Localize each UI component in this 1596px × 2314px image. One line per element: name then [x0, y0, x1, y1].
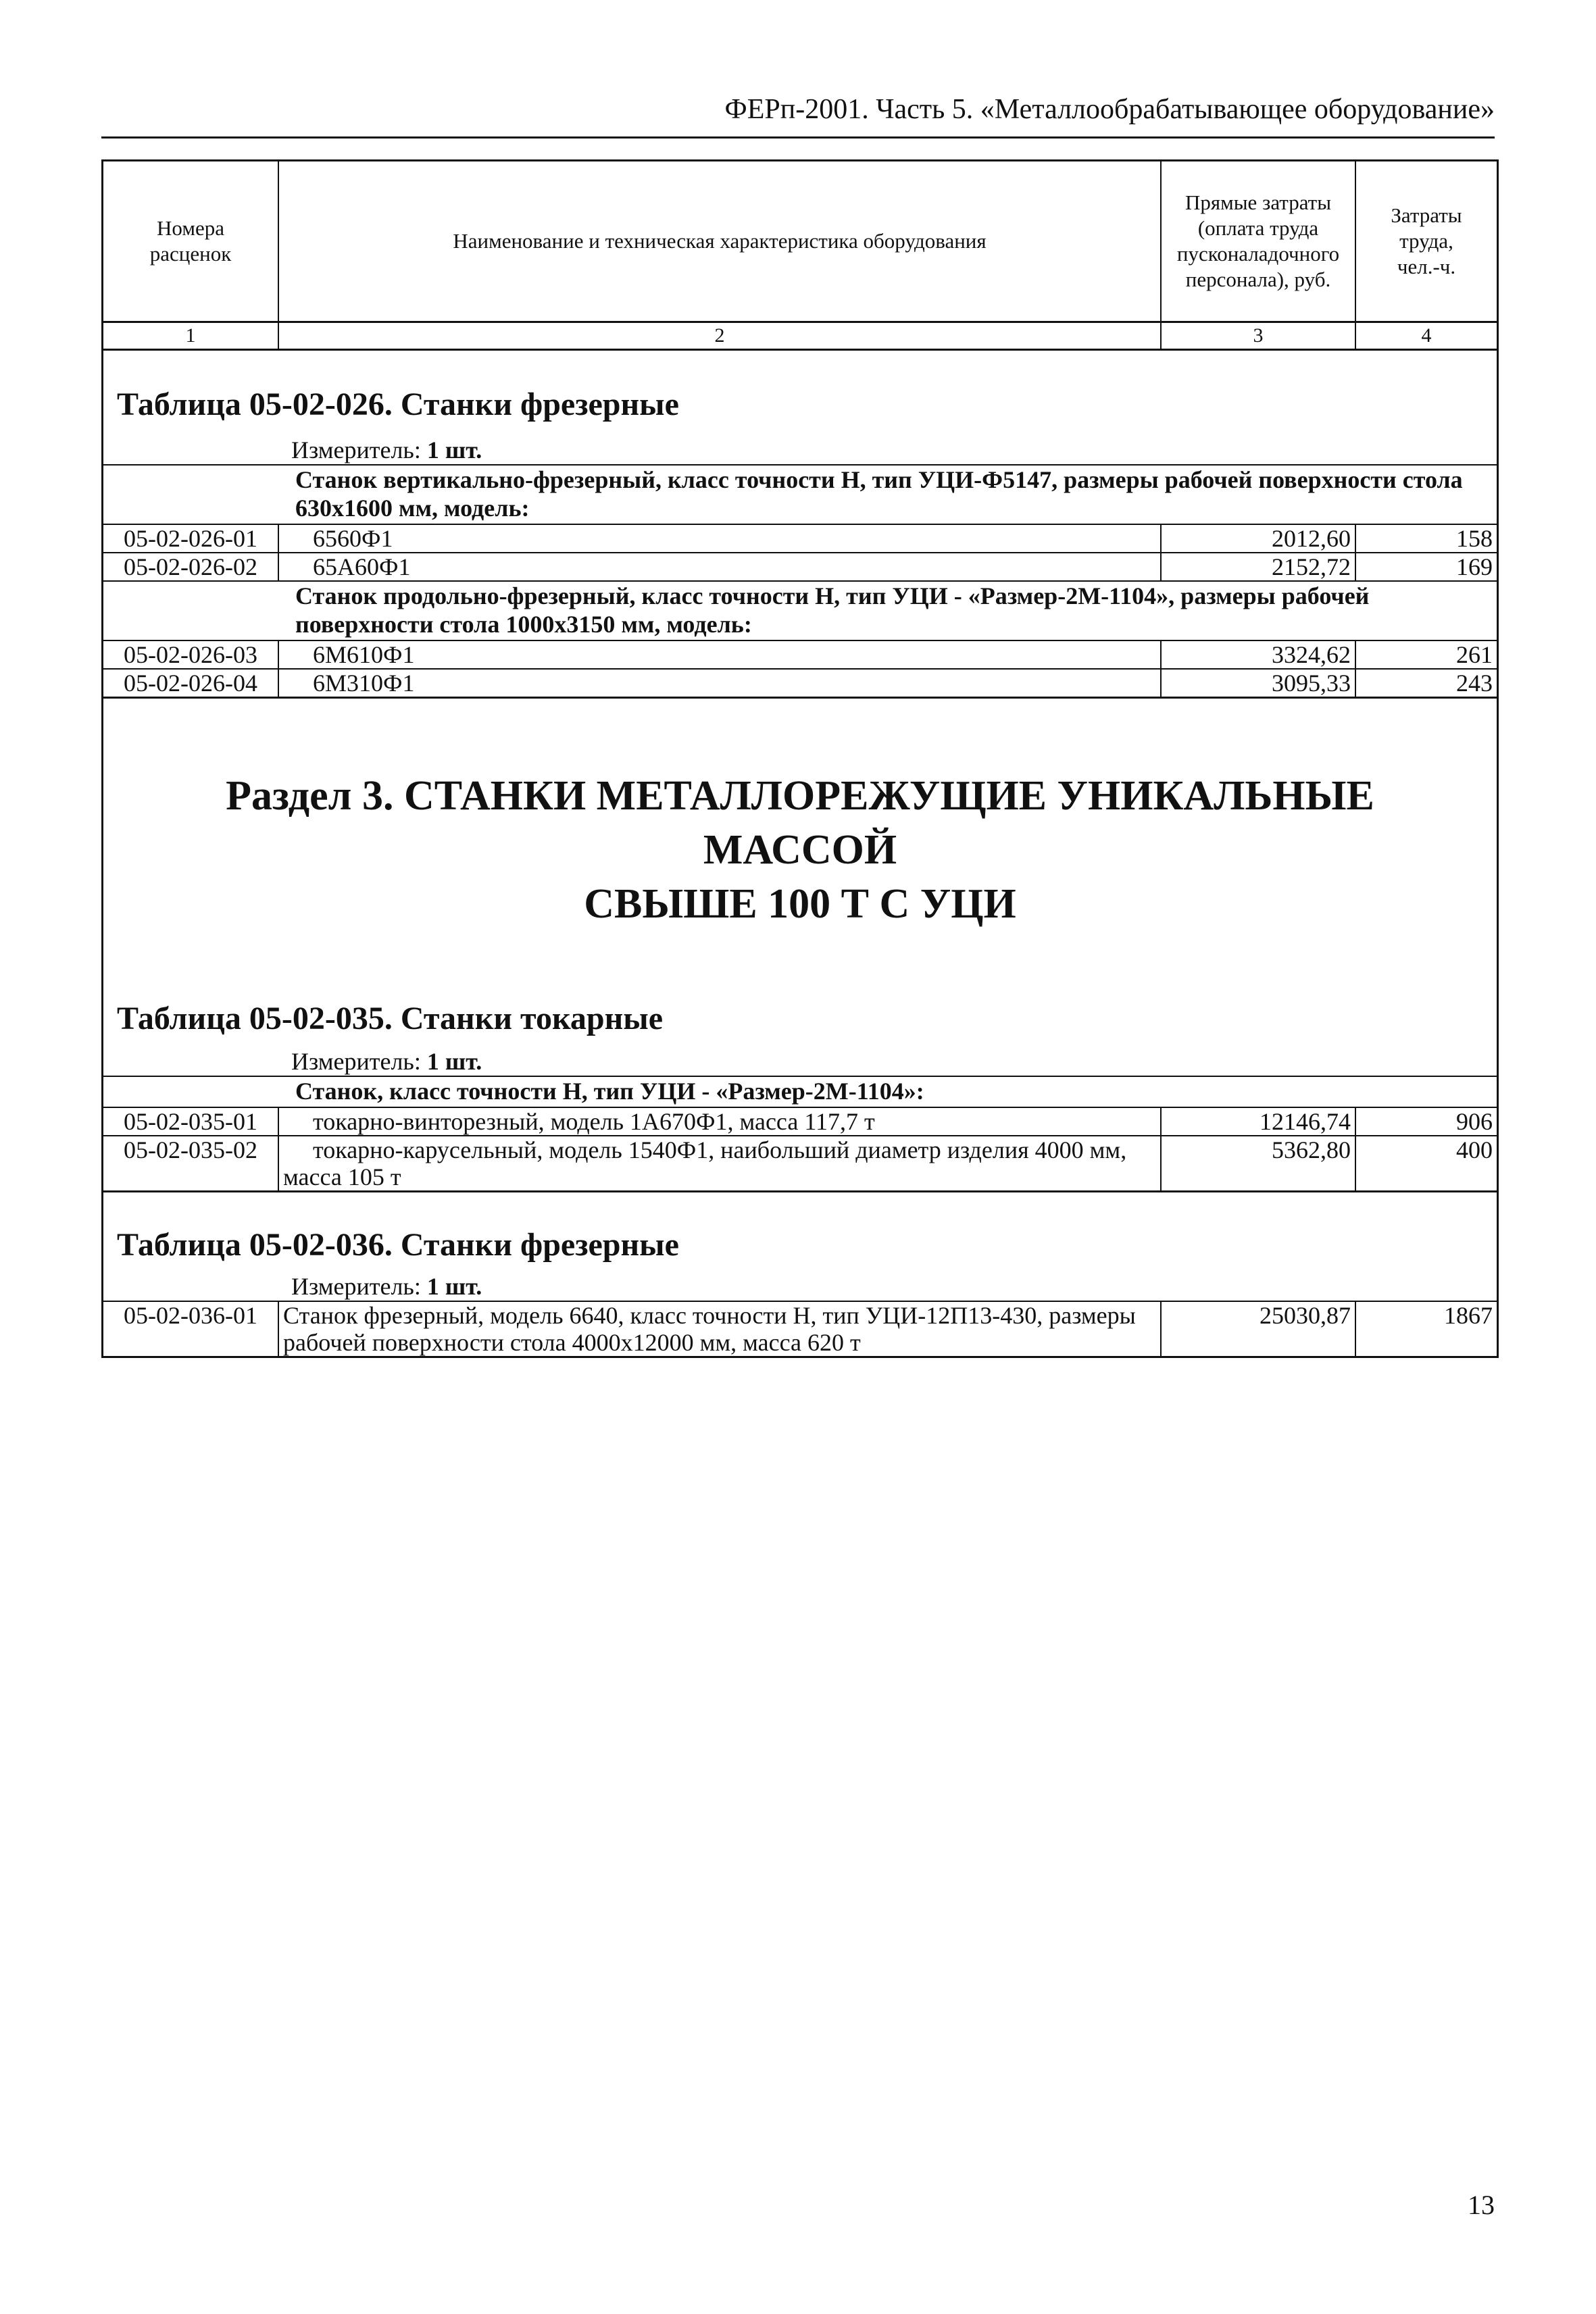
- group-heading: Станок вертикально-фрезерный, класс точности Н, тип УЦИ-Ф5147, размеры рабочей поверхности стола 630х1600 мм, модель:: [103, 464, 1497, 524]
- measure-label: Измеритель:: [291, 1273, 421, 1300]
- table-row: [103, 552, 1497, 580]
- document-body: [101, 159, 1499, 1358]
- measure-label: Измеритель:: [291, 436, 421, 463]
- measure-line: [103, 1047, 1497, 1076]
- labor-cost: 400: [1355, 1136, 1497, 1190]
- direct-cost: 3324,62: [1160, 641, 1355, 668]
- labor-cost: 261: [1355, 641, 1497, 668]
- group-heading: Станок продольно-фрезерный, класс точности Н, тип УЦИ - «Размер-2М-1104», размеры рабочей поверхности стола 1000х3150 мм, модель:: [103, 580, 1497, 640]
- running-header: ФЕРп-2001. Часть 5. «Металлообрабатывающее оборудование»: [724, 94, 1495, 125]
- table-title: Таблица 05-02-036. Станки фрезерные: [117, 1227, 679, 1263]
- measure-value: 1 шт.: [426, 1048, 482, 1075]
- rate-code: 05-02-026-04: [124, 670, 257, 697]
- table-title: Таблица 05-02-026. Станки фрезерные: [117, 386, 679, 422]
- labor-cost: 906: [1355, 1108, 1497, 1135]
- table-row: [103, 524, 1497, 552]
- group-heading: Станок, класс точности Н, тип УЦИ - «Размер-2М-1104»:: [103, 1076, 1497, 1107]
- direct-cost: 3095,33: [1160, 670, 1355, 697]
- equipment-name: токарно-карусельный, модель 1540Ф1, наибольший диаметр изделия 4000 мм, масса 105 т: [278, 1136, 1160, 1190]
- section-title: [103, 769, 1497, 931]
- column-number-1: 1: [185, 324, 196, 347]
- table-row: [103, 668, 1497, 699]
- equipment-name: 6М610Ф1: [278, 641, 1160, 668]
- direct-cost: 5362,80: [1160, 1136, 1355, 1190]
- direct-cost: 2152,72: [1160, 553, 1355, 580]
- measure-label: Измеритель:: [291, 1048, 421, 1075]
- equipment-name: Станок фрезерный, модель 6640, класс точности Н, тип УЦИ-12П13-430, размеры рабочей поверхности стола 4000х12000 мм, масса 620 т: [278, 1302, 1160, 1356]
- section-title-line-1: Раздел 3. СТАНКИ МЕТАЛЛОРЕЖУЩИЕ УНИКАЛЬНЫЕ МАССОЙ: [226, 773, 1374, 873]
- labor-cost: 169: [1355, 553, 1497, 580]
- rate-code: 05-02-035-02: [124, 1136, 257, 1163]
- column-header-cost: Прямые затраты (оплата труда пусконаладочного персонала), руб.: [1160, 161, 1355, 321]
- labor-cost: 243: [1355, 670, 1497, 697]
- rate-code: 05-02-026-01: [124, 525, 257, 552]
- measure-value: 1 шт.: [426, 436, 482, 463]
- column-number-4: 4: [1355, 323, 1497, 349]
- column-header-name: Наименование и техническая характеристика оборудования: [278, 161, 1160, 321]
- rate-code: 05-02-036-01: [124, 1302, 257, 1329]
- column-header-labor: Затраты труда, чел.-ч.: [1355, 161, 1497, 321]
- rate-code: 05-02-026-02: [124, 553, 257, 580]
- table-row: [103, 1107, 1497, 1135]
- measure-value: 1 шт.: [426, 1273, 482, 1300]
- column-number-2: 2: [278, 323, 1160, 349]
- column-header-row: [103, 159, 1497, 321]
- column-number-3: 3: [1160, 323, 1355, 349]
- column-header-codes: Номера расценок: [149, 216, 232, 266]
- direct-cost: 2012,60: [1160, 525, 1355, 552]
- labor-cost: 158: [1355, 525, 1497, 552]
- measure-line: [103, 436, 1497, 464]
- direct-cost: 25030,87: [1160, 1302, 1355, 1356]
- rate-code: 05-02-035-01: [124, 1108, 257, 1135]
- column-number-row: [103, 321, 1497, 351]
- section-title-line-2: СВЫШЕ 100 Т С УЦИ: [584, 881, 1016, 927]
- equipment-name: 6М310Ф1: [278, 670, 1160, 697]
- table-row: [103, 1135, 1497, 1192]
- table-row: [103, 640, 1497, 668]
- equipment-name: токарно-винторезный, модель 1А670Ф1, масса 117,7 т: [278, 1108, 1160, 1135]
- table-row: [103, 1301, 1497, 1358]
- equipment-name: 65А60Ф1: [278, 553, 1160, 580]
- table-title: Таблица 05-02-035. Станки токарные: [117, 1001, 664, 1036]
- labor-cost: 1867: [1355, 1302, 1497, 1356]
- measure-line: [103, 1272, 1497, 1301]
- header-rule: [101, 136, 1495, 139]
- page-number: 13: [1468, 2190, 1495, 2220]
- equipment-name: 6560Ф1: [278, 525, 1160, 552]
- rate-code: 05-02-026-03: [124, 641, 257, 668]
- direct-cost: 12146,74: [1160, 1108, 1355, 1135]
